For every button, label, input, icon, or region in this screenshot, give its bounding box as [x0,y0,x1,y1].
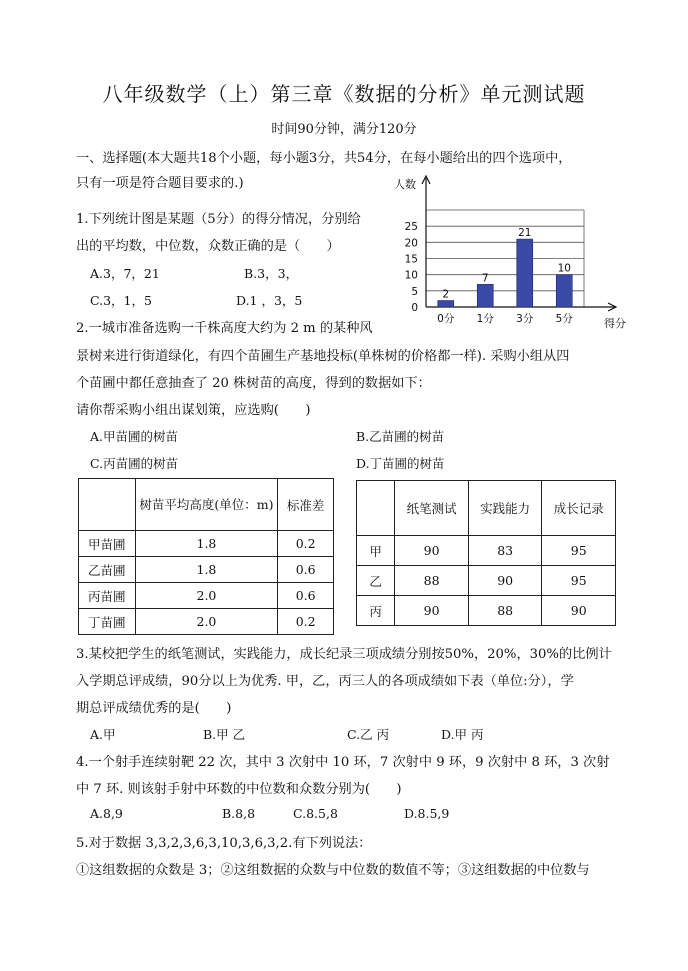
nursery-height: 2.0 [135,583,278,609]
nursery-header-row [79,479,334,531]
q3-option-d: D.甲 丙 [441,727,484,742]
q4-option-a: A.8,9 [90,806,123,821]
written-score: 88 [395,566,469,596]
x-tick-label: 0分 [437,313,455,325]
q2-line-2: 景树来进行街道绿化，有四个苗圃生产基地投标(单株树的价格都一样). 采购小组从四 [76,349,570,364]
y-tick-label: 15 [404,253,418,266]
table-row [79,557,334,583]
data-label: 10 [557,262,571,275]
nursery-name: 丁苗圃 [79,609,136,635]
score-header-written: 纸笔测试 [395,481,469,536]
growth-score: 90 [542,596,616,626]
q4-line-2: 中 7 环. 则该射手射中环数的中位数和众数分别为( ) [76,782,402,797]
q4-option-b: B.8,8 [222,806,256,821]
score-bar-chart [370,172,640,337]
nursery-stddev: 0.2 [278,531,334,557]
written-score: 90 [395,596,469,626]
table-row [79,609,334,635]
written-score: 90 [395,536,469,566]
page-subtitle: 时间90分钟，满分120分 [271,122,417,137]
section-heading-line-2: 只有一项是符合题目要求的.) [76,176,244,191]
nursery-height: 1.8 [135,531,278,557]
q1-line-1: 1.下列统计图是某题（5分）的得分情况，分别给 [76,212,361,227]
q1-option-c: C.3，1，5 [90,293,152,308]
q2-option-a: A.甲苗圃的树苗 [90,429,179,444]
q2-line-1: 2.一城市准备选购一千株高度大约为 2 m 的某种风 [76,321,373,336]
practice-score: 88 [468,596,542,626]
nursery-header-empty [79,479,136,531]
q1-option-a: A.3，7，21 [90,266,160,281]
student-name: 乙 [357,566,395,596]
practice-score: 90 [468,566,542,596]
bar [477,284,493,307]
q4-line-1: 4.一个射手连续射靶 22 次，其中 3 次射中 10 环，7 次射中 9 环，9 次射中 8 环，3 次射 [76,755,610,770]
q3-line-3: 期总评成绩优秀的是( ) [76,701,232,716]
q3-option-a: A.甲 [90,727,116,742]
nursery-stddev: 0.6 [278,557,334,583]
y-tick-label: 5 [411,285,418,298]
y-tick-label: 20 [404,237,418,250]
y-tick-label: 10 [404,269,418,282]
q1-line-2: 出的平均数，中位数，众数正确的是（ ） [76,239,340,254]
data-label: 7 [481,272,489,285]
table-row [357,536,616,566]
student-name: 甲 [357,536,395,566]
q3-line-1: 3.某校把学生的纸笔测试，实践能力，成长纪录三项成绩分别按50%，20%，30%的比例计 [76,647,612,662]
y-axis-label: 人数 [394,178,416,191]
nursery-name: 丙苗圃 [79,583,136,609]
nursery-header-stddev: 标准差 [278,479,334,531]
practice-score: 83 [468,536,542,566]
q4-option-d: D.8.5,9 [404,806,450,821]
score-header-practice: 实践能力 [468,481,542,536]
q2-option-d: D.丁苗圃的树苗 [356,456,445,471]
q3-line-2: 入学期总评成绩，90分以上为优秀. 甲，乙，丙三人的各项成绩如下表（单位:分），学 [76,674,574,689]
q5-line-1: 5.对于数据 3,3,2,3,6,3,10,3,6,3,2.有下列说法： [76,836,372,851]
q2-line-4: 请你帮采购小组出谋划策，应选购( ) [76,403,311,418]
data-label: 2 [442,288,450,301]
x-tick-label: 5分 [555,313,573,325]
q2-option-c: C.丙苗圃的树苗 [90,456,179,471]
table-row [79,583,334,609]
nursery-stddev: 0.2 [278,609,334,635]
page-title: 八年级数学（上）第三章《数据的分析》单元测试题 [102,82,586,106]
table-row [357,566,616,596]
nursery-name: 乙苗圃 [79,557,136,583]
score-header-growth: 成长记录 [542,481,616,536]
q3-option-c: C.乙 丙 [347,727,390,742]
nursery-height: 1.8 [135,557,278,583]
score-header-empty [357,481,395,536]
bar [556,275,572,307]
nursery-height: 2.0 [135,609,278,635]
y-tick-label: 0 [411,302,418,314]
growth-score: 95 [542,536,616,566]
growth-score: 95 [542,566,616,596]
q4-option-c: C.8.5,8 [293,806,338,821]
x-tick-label: 3分 [516,313,534,325]
x-axis-label: 得分 [604,317,626,330]
q3-option-b: B.甲 乙 [203,727,246,742]
q5-line-2: ①这组数据的众数是 3；②这组数据的众数与中位数的数值不等；③这组数据的中位数与 [76,863,590,878]
nursery-table [78,478,334,635]
nursery-stddev: 0.6 [278,583,334,609]
q1-option-b: B.3，3， [244,266,299,281]
nursery-name: 甲苗圃 [79,531,136,557]
bar [438,301,454,307]
data-label: 21 [518,227,532,240]
student-name: 丙 [357,596,395,626]
section-heading-line-1: 一、选择题(本大题共18个小题，每小题3分，共54分，在每小题给出的四个选项中， [76,151,572,166]
y-tick-label: 25 [404,221,418,234]
table-row [79,531,334,557]
q2-line-3: 个苗圃中都任意抽查了 20 株树苗的高度，得到的数据如下： [76,376,431,391]
q2-option-b: B.乙苗圃的树苗 [356,429,445,444]
x-tick-label: 1分 [476,313,494,325]
nursery-header-height: 树苗平均高度(单位：m) [135,479,278,531]
score-header-row [357,481,616,536]
q1-option-d: D.1 ，3，5 [236,293,303,308]
bar [517,239,533,307]
table-row [357,596,616,626]
score-table [356,480,616,626]
